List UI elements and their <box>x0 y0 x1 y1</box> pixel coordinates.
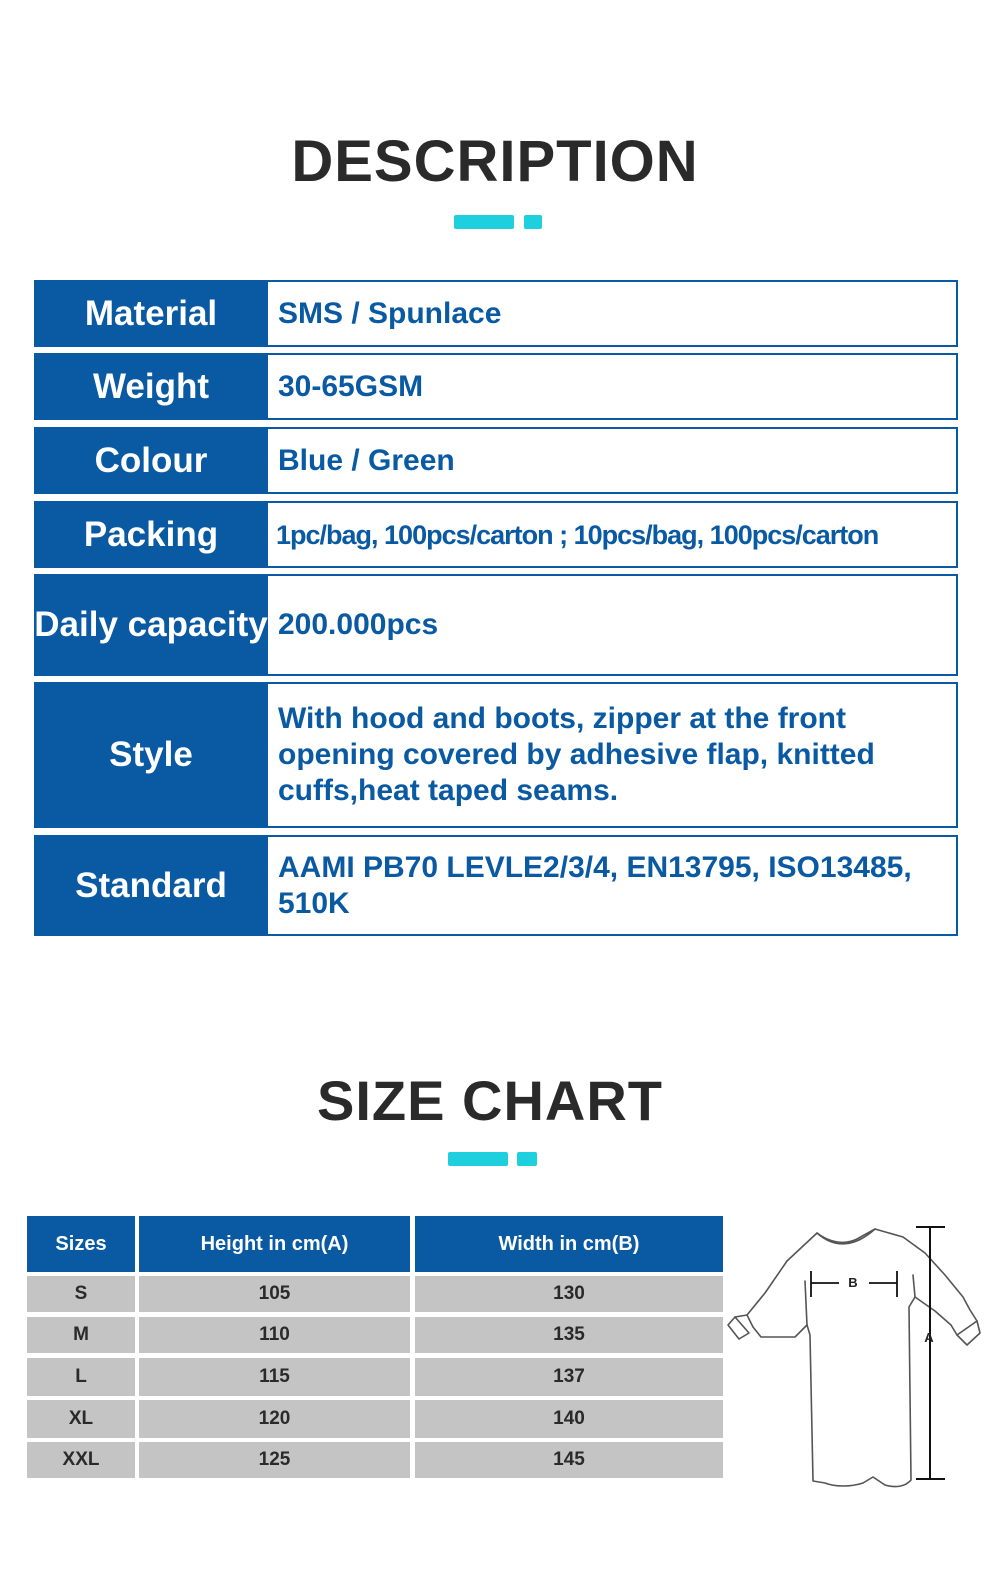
table-cell-height: 115 <box>139 1358 410 1396</box>
table-cell-size: XL <box>27 1400 135 1438</box>
table-cell-width: 135 <box>415 1317 723 1353</box>
spec-value <box>268 353 958 420</box>
spec-label: Weight <box>34 353 268 420</box>
spec-value-text: 30-65GSM <box>278 369 424 403</box>
spec-value <box>268 501 958 568</box>
table-cell-size: S <box>27 1276 135 1312</box>
spec-value <box>268 427 958 494</box>
spec-row-style <box>34 682 958 828</box>
table-cell-height: 125 <box>139 1442 410 1478</box>
table-header-sizes: Sizes <box>27 1216 135 1272</box>
height-marker <box>916 1227 945 1479</box>
table-cell-size: M <box>27 1317 135 1353</box>
spec-row-colour <box>34 427 958 494</box>
table-header-height: Height in cm(A) <box>139 1216 410 1272</box>
spec-value <box>268 682 958 828</box>
table-cell-width: 137 <box>415 1358 723 1396</box>
spec-value-text: 200.000pcs <box>278 608 439 641</box>
spec-label: Packing <box>34 501 268 568</box>
spec-label: Standard <box>34 835 268 936</box>
spec-value-text: Blue / Green <box>278 443 455 477</box>
width-label: B <box>848 1275 858 1290</box>
spec-row-standard <box>34 835 958 936</box>
gown-outline <box>747 1229 977 1487</box>
spec-value-text: SMS / Spunlace <box>278 296 502 330</box>
table-cell-size: L <box>27 1358 135 1396</box>
height-label: A <box>924 1330 934 1345</box>
table-cell-width: 130 <box>415 1276 723 1312</box>
table-header-width: Width in cm(B) <box>415 1216 723 1272</box>
spec-row-material <box>34 280 958 347</box>
spec-label: Daily capacity <box>34 574 268 676</box>
spec-value-text: 1pc/bag, 100pcs/carton ; 10pcs/bag, 100pcs/carton <box>276 519 879 550</box>
gown-size-diagram <box>725 1215 990 1495</box>
spec-value <box>268 835 958 936</box>
table-cell-height: 120 <box>139 1400 410 1438</box>
spec-value <box>268 280 958 347</box>
title-accent-bar <box>454 215 514 229</box>
title-accent-dot <box>517 1152 537 1166</box>
table-cell-width: 140 <box>415 1400 723 1438</box>
spec-row-packing <box>34 501 958 568</box>
spec-value-text: With hood and boots, zipper at the front opening covered by adhesive flap, knitted cuffs,heat taped seams. <box>278 702 875 807</box>
table-cell-width: 145 <box>415 1442 723 1478</box>
left-cuff <box>728 1317 749 1339</box>
title-accent-bar <box>448 1152 508 1166</box>
table-cell-height: 105 <box>139 1276 410 1312</box>
table-cell-height: 110 <box>139 1317 410 1353</box>
spec-label: Colour <box>34 427 268 494</box>
size-chart-title: SIZE CHART <box>317 1069 663 1132</box>
spec-label: Material <box>34 280 268 347</box>
spec-value <box>268 574 958 676</box>
spec-label: Style <box>34 682 268 828</box>
spec-row-daily-capacity <box>34 574 958 676</box>
table-cell-size: XXL <box>27 1442 135 1478</box>
spec-row-weight <box>34 353 958 420</box>
title-accent-dot <box>524 215 542 229</box>
description-title: DESCRIPTION <box>291 129 699 194</box>
spec-value-text: AAMI PB70 LEVLE2/3/4, EN13795, ISO13485, 510K <box>278 850 912 920</box>
